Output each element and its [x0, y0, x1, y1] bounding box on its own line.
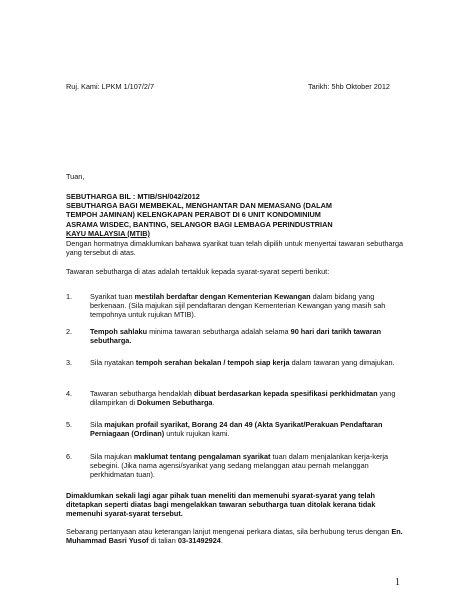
subject-line-4: ASRAMA WISDEC, BANTING, SELANGOR BAGI LEMBAGA PERINDUSTRIAN — [66, 219, 333, 229]
notice-paragraph: Dimaklumkan sekali lagi agar pihak tuan meneliti dan memenuhi syarat-syarat yang telah ditetapkan seperti diatas bagi mengelakkan tawaran sebutharga tuan ditolak kerana tidak memenuhi syarat-syarat tersebut. — [66, 491, 376, 519]
item-number: 5. — [66, 420, 73, 429]
item-text-normal: tuan dalam menjalankan kerja-kerja sebegini. (Jika nama agensi/syarikat yang sedang melanggan atau pernah melanggan perkhidmatan tuan). — [90, 452, 389, 480]
item-text-bold: 90 hari dari tarikh tawaran sebutharga. — [90, 327, 382, 346]
salutation: Tuan, — [66, 172, 85, 181]
item-text — [90, 452, 406, 480]
page-number: 1 — [395, 577, 400, 588]
item-text-normal: untuk rujukan kami. — [164, 429, 230, 439]
contact-person: En. Muhammad Basri Yusof — [66, 527, 403, 546]
item-text — [90, 292, 406, 320]
contact-phone: 03-31492924 — [177, 536, 221, 546]
item-text-bold: tempoh serahan bekalan / tempoh siap kerja — [135, 358, 290, 367]
closing-paragraph — [66, 527, 412, 545]
item-text-bold: maklumat tentang pengalaman syarikat — [133, 452, 271, 461]
item-text-normal: Syarikat tuan — [90, 292, 135, 301]
item-text — [90, 327, 406, 345]
item-number: 1. — [66, 292, 73, 301]
conditions-intro: Tawaran sebutharga di atas adalah tertakluk kepada syarat-syarat seperti berikut: — [66, 267, 330, 276]
item-text-bold: Dokumen Sebutharga — [137, 398, 213, 408]
item-text-normal: dalam bidang yang berkenaan. (Sila majukan sijil pendaftaran dengan Kementerian Kewangan yang masih sah tempohnya untuk rujukan MTIB). — [90, 292, 386, 320]
subject-line-1: SEBUTHARGA BIL : MTIB/SH/042/2012 — [66, 192, 200, 201]
item-text-normal: yang dilampirkan di — [90, 389, 396, 408]
subject-block — [66, 192, 410, 238]
reference-number: Ruj. Kami: LPKM 1/107/2/7 — [66, 82, 155, 91]
subject-line-2: SEBUTHARGA BAGI MEMBEKAL, MENGHANTAR DAN MEMASANG (DALAM — [66, 201, 332, 211]
item-text-normal: Tawaran sebutharga hendaklah — [90, 389, 194, 398]
item-text-normal: . — [212, 398, 215, 408]
item-text-normal: Sila — [90, 420, 105, 429]
subject-line-5: KAYU MALAYSIA (MTIB) — [66, 228, 150, 238]
item-number: 3. — [66, 358, 73, 367]
item-text-normal: Sila majukan — [90, 452, 134, 461]
item-text-bold: dibuat berdasarkan kepada spesifikasi perkhidmatan — [193, 389, 378, 398]
item-number: 4. — [66, 389, 73, 398]
item-number: 6. — [66, 452, 73, 461]
letter-date: Tarikh: 5hb Oktober 2012 — [308, 82, 390, 91]
item-text-bold: Tempoh sahlaku — [90, 327, 148, 336]
closing-text: di talian — [148, 536, 178, 546]
item-text — [90, 358, 406, 367]
closing-text: Sebarang pertanyaan atau keterangan lanjut mengenai perkara diatas, sila berhubung terus dengan — [66, 527, 392, 536]
item-text-bold: majukan profail syarikat, Borang 24 dan 49 (Akta Syarikat/Perakuan Pendaftaran Perniagaan (Ordinan) — [90, 420, 383, 439]
item-text-normal: minima tawaran sebutharga adalah selama — [147, 327, 291, 336]
item-text-bold: mestilah berdaftar dengan Kementerian Kewangan — [134, 292, 311, 301]
item-number: 2. — [66, 327, 73, 336]
item-text-normal: dalam tawaran yang dimajukan. — [289, 358, 395, 367]
item-text — [90, 389, 406, 407]
item-text-normal: Sila nyatakan — [90, 358, 136, 367]
closing-text: . — [220, 536, 223, 546]
intro-paragraph: Dengan hormatnya dimaklumkan bahawa syarikat tuan telah dipilih untuk menyertai tawaran sebutharga yang tersebut di atas. — [66, 239, 404, 258]
item-text — [90, 420, 406, 438]
subject-line-3: TEMPOH JAMINAN) KELENGKAPAN PERABOT DI 6 UNIT KONDOMINIUM — [66, 210, 321, 220]
